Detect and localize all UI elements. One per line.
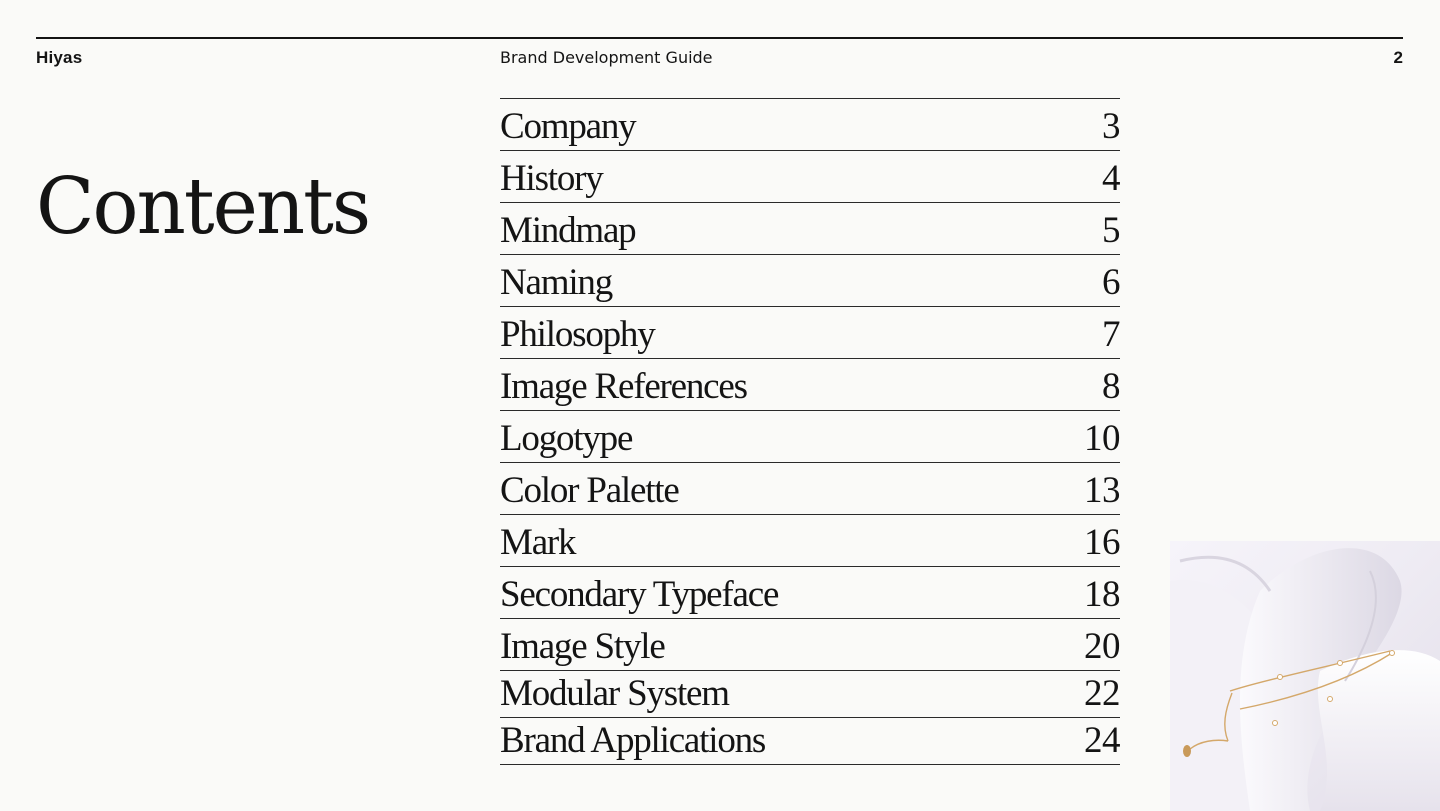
toc-item-image-references[interactable] bbox=[500, 359, 1120, 411]
toc-item-label: Brand Applications bbox=[500, 720, 766, 761]
toc-item-mindmap[interactable] bbox=[500, 203, 1120, 255]
toc-item-label: Image Style bbox=[500, 626, 665, 667]
toc-item-philosophy[interactable] bbox=[500, 307, 1120, 359]
toc-item-label: Secondary Typeface bbox=[500, 574, 779, 615]
toc-item-label: Philosophy bbox=[500, 314, 655, 355]
jewelry-photo bbox=[1170, 541, 1440, 811]
bracelet-on-fabric-image bbox=[1170, 541, 1440, 811]
toc-item-label: History bbox=[500, 158, 603, 199]
toc-item-page: 18 bbox=[1084, 574, 1120, 615]
page-title: Contents bbox=[36, 162, 370, 252]
toc-item-label: Modular System bbox=[500, 673, 729, 714]
toc-item-page: 10 bbox=[1084, 418, 1120, 459]
toc-item-page: 20 bbox=[1084, 626, 1120, 667]
toc-item-page: 7 bbox=[1102, 314, 1120, 355]
page-number: 2 bbox=[1393, 48, 1403, 67]
table-of-contents bbox=[500, 98, 1120, 765]
toc-item-company[interactable] bbox=[500, 99, 1120, 151]
brand-name: Hiyas bbox=[36, 48, 83, 67]
toc-item-color-palette[interactable] bbox=[500, 463, 1120, 515]
toc-item-label: Company bbox=[500, 106, 636, 147]
toc-item-secondary-typeface[interactable] bbox=[500, 567, 1120, 619]
toc-item-label: Logotype bbox=[500, 418, 633, 459]
toc-item-page: 13 bbox=[1084, 470, 1120, 511]
toc-item-page: 22 bbox=[1084, 673, 1120, 714]
toc-item-naming[interactable] bbox=[500, 255, 1120, 307]
toc-item-label: Color Palette bbox=[500, 470, 679, 511]
toc-item-page: 3 bbox=[1102, 106, 1120, 147]
toc-item-label: Mark bbox=[500, 522, 576, 563]
toc-item-page: 8 bbox=[1102, 366, 1120, 407]
toc-item-page: 4 bbox=[1102, 158, 1120, 199]
toc-item-image-style[interactable] bbox=[500, 619, 1120, 671]
toc-item-label: Image References bbox=[500, 366, 747, 407]
toc-item-page: 6 bbox=[1102, 262, 1120, 303]
toc-item-label: Mindmap bbox=[500, 210, 636, 251]
toc-item-history[interactable] bbox=[500, 151, 1120, 203]
toc-item-page: 24 bbox=[1084, 720, 1120, 761]
top-rule bbox=[36, 37, 1403, 39]
toc-item-label: Naming bbox=[500, 262, 613, 303]
toc-item-brand-applications[interactable] bbox=[500, 718, 1120, 765]
toc-item-mark[interactable] bbox=[500, 515, 1120, 567]
toc-item-page: 16 bbox=[1084, 522, 1120, 563]
guide-title: Brand Development Guide bbox=[500, 48, 713, 67]
toc-item-page: 5 bbox=[1102, 210, 1120, 251]
toc-item-logotype[interactable] bbox=[500, 411, 1120, 463]
toc-item-modular-system[interactable] bbox=[500, 671, 1120, 718]
